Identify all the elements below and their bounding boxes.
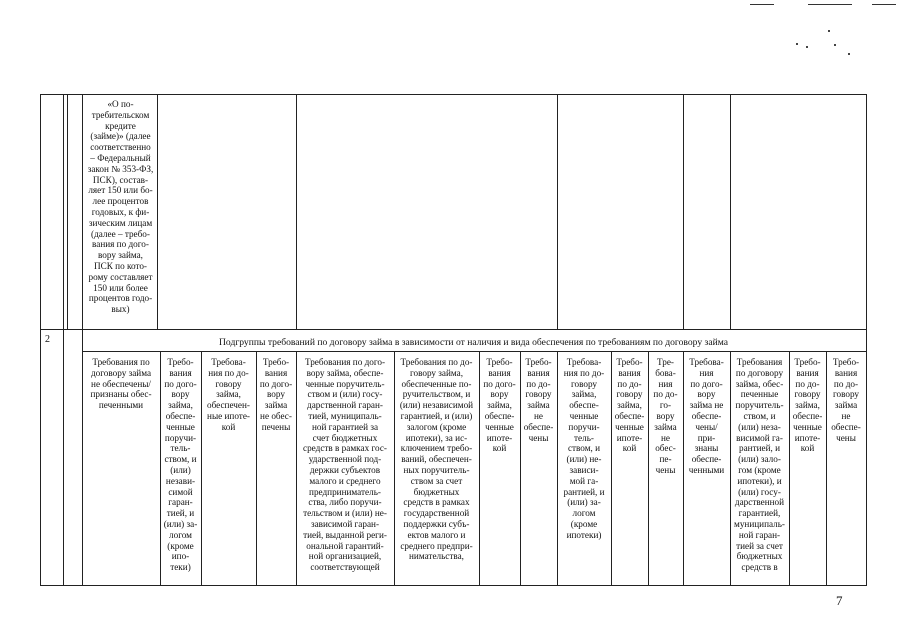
- column-cell: Тре- бова- ния по до- го- вору займа не обес- пе- чены: [653, 357, 678, 475]
- table-col-divider: [67, 94, 68, 330]
- table-col-divider: [683, 94, 684, 330]
- row-separator: [82, 351, 867, 352]
- column-cell: Требо- вания по до- говору займа не обеспе- чены: [831, 357, 861, 443]
- table-col-divider: [296, 94, 297, 330]
- subgroup-title: Подгруппы требований по договору займа в зависимости от наличия и вида обеспечения по требованиям по договору займа: [219, 337, 728, 348]
- table-border-right: [866, 94, 867, 586]
- scan-dot: [806, 46, 808, 48]
- page-number: 7: [836, 593, 843, 608]
- column-cell: Требо- вания по до- говору займа, обеспе- ченные ипоте- кой: [614, 357, 645, 454]
- column-cell: Требова- ния по дого- вору займа не обеспе- чены/ при- знаны обеспе- ченными: [688, 357, 725, 475]
- table-col-divider: [63, 94, 64, 586]
- table-col-divider: [557, 94, 558, 330]
- column-cell: Требо- вания по до- говору займа, обеспе- ченные ипоте- кой: [792, 357, 823, 454]
- row-number: 2: [45, 334, 50, 345]
- column-cell: Требования по договору займа, обес- печенные поручитель- ством, и (или) неза- висимой га- рантией, и (или) зало- гом (кроме ипотеки), и (или) госу- дарственной гарантией, муниципаль- ной гаран- тией за счет бюджетных средств в: [734, 357, 785, 573]
- scan-mark: [750, 4, 774, 5]
- table-border-bottom: [40, 585, 867, 586]
- scan-mark: [808, 4, 852, 5]
- column-cell: Требова- ния по до- говору займа, обеспе- ченные поручи- тель- ством, и (или) не- зависи- мой га- рантией, и (или) за- логом (кроме ипотеки): [563, 357, 605, 540]
- column-cell: Требования по договору займа не обеспечены/ признаны обес- печенными: [90, 357, 152, 411]
- scan-dot: [848, 53, 850, 55]
- table-border-left: [40, 94, 41, 586]
- row-separator: [40, 329, 867, 330]
- column-cell: Требо- вания по дого- вору займа не обес- печены: [259, 357, 293, 432]
- intro-cell-text: «О по- требительском кредите (займе)» (далее соответственно – Федеральный закон № 353-ФЗ, ПСК), состав- ляет 150 или бо- лее процентов годовых, к фи- зическим лицам (далее – требо- вания по дого- вору займа, ПСК по кото- рому составляет 150 или более процентов годо- вых): [87, 99, 154, 315]
- table-col-divider: [730, 94, 731, 330]
- column-cell: Требо- вания по дого- вору займа, обеспе- ченные ипоте- кой: [483, 357, 516, 454]
- column-cell: Требова- ния по до- говору займа, обеспечен- ные ипоте- кой: [207, 357, 250, 432]
- scan-dot: [834, 44, 836, 46]
- column-cell: Требо- вания по дого- вору займа, обеспе- ченные поручи- тель- ством, и (или) незави- симой гаран- тией, и (или) за- логом (кроме ипо- теки): [163, 357, 198, 573]
- column-cell: Требования по до- говору займа, обеспеченные по- ручительством, и (или) независимой гарантией, и (или) залогом (кроме ипотеки), за ис- ключением требо- ваний, обеспечен- ных поручитель- ством за счет бюджетных средств в рамках государственной поддержки субъ- ектов малого и среднего предпри- нимательства,: [399, 357, 474, 562]
- column-cell: Требо- вания по до- говору займа не обеспе- чены: [523, 357, 554, 443]
- column-cell: Требования по дого- вору займа, обеспе- ченные поручитель- ством и (или) госу- дарственной гаран- тией, муниципаль- ной гарантией за счет бюджетных средств в рамках гос- ударственной под- держки субъектов малого и среднего предприниматель- ства, либо поручи- тельством и (или) не- зависимой гаран- тией, выданной реги- ональной гарантий- ной организацией, соответствующей: [303, 357, 387, 573]
- scan-dot: [828, 30, 830, 32]
- scan-mark: [872, 4, 896, 5]
- scan-dot: [796, 43, 798, 45]
- table-col-divider: [157, 94, 158, 330]
- table-border-top: [40, 94, 867, 95]
